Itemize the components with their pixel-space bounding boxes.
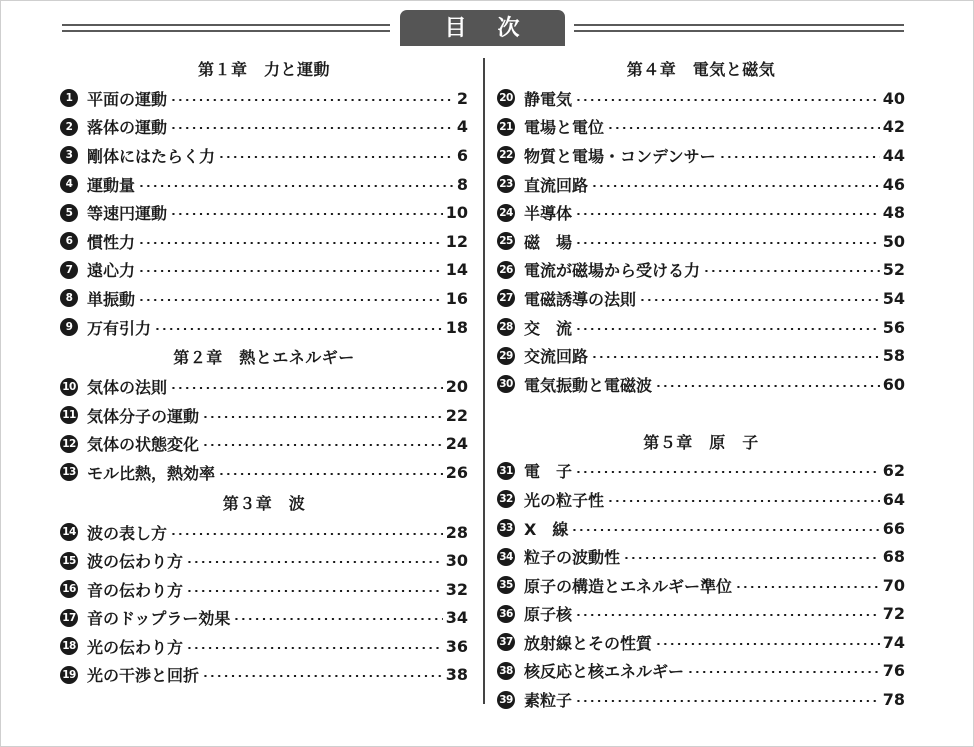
toc-entry[interactable] <box>60 372 468 401</box>
entry-title: 半導体 <box>524 204 573 224</box>
entry-title: X 線 <box>524 519 569 539</box>
dot-leader <box>575 213 880 215</box>
entry-page: 68 <box>882 547 905 567</box>
entry-number-badge: 23 <box>497 175 515 193</box>
entry-number-badge: 16 <box>60 580 78 598</box>
entry-page: 6 <box>456 145 468 165</box>
entry-number-badge: 10 <box>60 378 78 396</box>
entry-page: 78 <box>882 690 905 710</box>
entry-page: 46 <box>882 174 905 194</box>
dot-leader <box>170 213 443 215</box>
entry-number-badge: 8 <box>60 289 78 307</box>
entry-title: 電磁誘導の法則 <box>524 289 637 309</box>
entry-page: 28 <box>445 522 468 542</box>
dot-leader <box>202 444 443 446</box>
entry-page: 34 <box>445 608 468 628</box>
toc-entry[interactable] <box>497 514 905 543</box>
chapter-heading: 第４章 電気と磁気 <box>626 60 776 79</box>
entry-number-badge: 28 <box>497 318 515 336</box>
chapter-heading: 第５章 原 子 <box>643 432 759 452</box>
entry-title: 電 子 <box>524 462 573 482</box>
entry-title: 単振動 <box>87 289 136 309</box>
entry-page: 48 <box>882 203 905 223</box>
entry-number-badge: 35 <box>497 576 515 594</box>
toc-entry[interactable] <box>60 141 468 170</box>
toc-column-right <box>497 56 905 714</box>
entry-number-badge: 30 <box>497 375 515 393</box>
entry-number-badge: 33 <box>497 519 515 537</box>
toc-entry[interactable] <box>497 485 905 514</box>
column-divider <box>483 58 485 704</box>
entry-page: 8 <box>456 174 468 194</box>
toc-entry[interactable] <box>497 141 905 170</box>
toc-entry[interactable] <box>497 457 905 486</box>
entry-number-badge: 11 <box>60 406 78 424</box>
entry-number-badge: 36 <box>497 605 515 623</box>
toc-entry[interactable] <box>60 198 468 227</box>
entry-title: 慣性力 <box>87 232 136 252</box>
dot-leader <box>655 643 880 645</box>
dot-leader <box>170 99 454 101</box>
entry-number-badge: 19 <box>60 666 78 684</box>
toc-entry[interactable] <box>497 313 905 342</box>
entry-title: 気体の法則 <box>87 378 168 398</box>
entry-page: 70 <box>882 575 905 595</box>
dot-leader <box>655 385 880 387</box>
toc-entry[interactable] <box>60 170 468 199</box>
entry-number-badge: 9 <box>60 318 78 336</box>
dot-leader <box>703 270 880 272</box>
entry-page: 32 <box>445 579 468 599</box>
entry-title: 物質と電場・コンデンサー <box>524 146 716 166</box>
toc-entry[interactable] <box>60 430 468 459</box>
entry-page: 42 <box>882 117 905 137</box>
toc-entry[interactable] <box>60 518 468 547</box>
dot-leader <box>571 529 879 531</box>
toc-entry[interactable] <box>60 546 468 575</box>
entry-title: 落体の運動 <box>87 118 168 138</box>
entry-title: 運動量 <box>87 175 136 195</box>
dot-leader <box>138 270 443 272</box>
toc-entry[interactable] <box>60 458 468 487</box>
toc-entry[interactable] <box>497 284 905 313</box>
entry-number-badge: 12 <box>60 435 78 453</box>
entry-number-badge: 13 <box>60 463 78 481</box>
entry-page: 72 <box>882 604 905 624</box>
toc-entry[interactable] <box>60 227 468 256</box>
toc-entry[interactable] <box>60 575 468 604</box>
entry-title: 静電気 <box>524 89 573 109</box>
entry-title: 直流回路 <box>524 175 589 195</box>
dot-leader <box>687 671 880 673</box>
entry-title: 原子核 <box>524 605 573 625</box>
entry-page: 74 <box>882 632 905 652</box>
toc-entry[interactable] <box>60 632 468 661</box>
dot-leader <box>186 590 443 592</box>
header-rule-left <box>62 24 390 32</box>
entry-number-badge: 1 <box>60 89 78 107</box>
entry-title: 光の粒子性 <box>524 490 605 510</box>
entry-title: 核反応と核エネルギー <box>524 662 685 682</box>
entry-title: 遠心力 <box>87 261 136 281</box>
entry-number-badge: 37 <box>497 633 515 651</box>
entry-title: 波の表し方 <box>87 523 168 543</box>
dot-leader <box>719 156 880 158</box>
dot-leader <box>735 586 880 588</box>
toc-entry[interactable] <box>60 284 468 313</box>
toc-entry[interactable] <box>497 341 905 370</box>
entry-number-badge: 39 <box>497 691 515 709</box>
toc-entry[interactable] <box>60 661 468 690</box>
entry-page: 66 <box>882 518 905 538</box>
toc-entry[interactable] <box>497 113 905 142</box>
chapter-heading: 第１章 力と運動 <box>197 60 330 79</box>
entry-number-badge: 24 <box>497 204 515 222</box>
entry-number-badge: 27 <box>497 289 515 307</box>
entry-title: 音の伝わり方 <box>87 580 184 600</box>
dot-leader <box>138 185 454 187</box>
dot-leader <box>202 675 443 677</box>
toc-entry[interactable] <box>497 370 905 399</box>
dot-leader <box>170 533 443 535</box>
entry-title: 電気振動と電磁波 <box>524 375 653 395</box>
toc-entry[interactable] <box>497 685 905 714</box>
entry-number-badge: 17 <box>60 609 78 627</box>
dot-leader <box>170 127 454 129</box>
entry-title: 電場と電位 <box>524 118 605 138</box>
entry-title: 気体分子の運動 <box>87 406 200 426</box>
entry-page: 62 <box>882 461 905 481</box>
chapter-heading: 第３章 波 <box>222 493 306 513</box>
toc-entry[interactable] <box>497 600 905 629</box>
entry-title: 剛体にはたらく力 <box>87 146 216 166</box>
entry-page: 14 <box>445 260 468 280</box>
entry-number-badge: 25 <box>497 232 515 250</box>
dot-leader <box>138 299 443 301</box>
dot-leader <box>607 127 880 129</box>
entry-page: 38 <box>445 665 468 685</box>
page-title-char-2: 次 <box>497 16 521 41</box>
entry-title: 平面の運動 <box>87 89 168 109</box>
entry-page: 56 <box>882 317 905 337</box>
entry-page: 50 <box>882 231 905 251</box>
entry-page: 64 <box>882 489 905 509</box>
entry-page: 2 <box>456 88 468 108</box>
entry-page: 52 <box>882 260 905 280</box>
entry-page: 58 <box>882 346 905 366</box>
entry-page: 10 <box>445 203 468 223</box>
entry-page: 18 <box>445 317 468 337</box>
entry-title: 電流が磁場から受ける力 <box>524 261 701 281</box>
entry-page: 54 <box>882 288 905 308</box>
toc-entry[interactable] <box>497 542 905 571</box>
entry-title: 等速円運動 <box>87 204 168 224</box>
entry-number-badge: 20 <box>497 89 515 107</box>
dot-leader <box>591 185 880 187</box>
dot-leader <box>138 242 443 244</box>
entry-number-badge: 5 <box>60 204 78 222</box>
dot-leader <box>575 242 880 244</box>
entry-title: 気体の状態変化 <box>87 435 200 455</box>
dot-leader <box>607 500 880 502</box>
entry-title: 波の伝わり方 <box>87 552 184 572</box>
entry-page: 60 <box>882 374 905 394</box>
entry-page: 12 <box>445 231 468 251</box>
entry-number-badge: 2 <box>60 118 78 136</box>
toc-entry[interactable] <box>60 84 468 113</box>
entry-page: 16 <box>445 288 468 308</box>
entry-page: 20 <box>445 377 468 397</box>
entry-page: 40 <box>882 88 905 108</box>
entry-number-badge: 22 <box>497 146 515 164</box>
entry-title: 素粒子 <box>524 691 573 711</box>
entry-number-badge: 21 <box>497 118 515 136</box>
toc-entry[interactable] <box>60 313 468 342</box>
dot-leader <box>233 618 442 620</box>
entry-number-badge: 31 <box>497 462 515 480</box>
toc-entry[interactable] <box>497 657 905 686</box>
entry-title: 原子の構造とエネルギー準位 <box>524 576 733 596</box>
entry-page: 24 <box>445 434 468 454</box>
dot-leader <box>639 299 880 301</box>
entry-number-badge: 6 <box>60 232 78 250</box>
entry-number-badge: 7 <box>60 261 78 279</box>
entry-page: 4 <box>456 117 468 137</box>
page-title-char-1: 目 <box>444 16 468 41</box>
entry-title: 放射線とその性質 <box>524 633 653 653</box>
entry-title: 音のドップラー効果 <box>87 609 231 629</box>
dot-leader <box>186 561 443 563</box>
entry-title: 光の伝わり方 <box>87 637 184 657</box>
entry-number-badge: 18 <box>60 637 78 655</box>
entry-page: 76 <box>882 661 905 681</box>
entry-page: 36 <box>445 636 468 656</box>
dot-leader <box>623 557 880 559</box>
dot-leader <box>575 471 880 473</box>
dot-leader <box>154 328 443 330</box>
toc-entry[interactable] <box>60 113 468 142</box>
dot-leader <box>186 647 443 649</box>
chapter-heading: 第２章 熱とエネルギー <box>173 348 355 368</box>
entry-title: 万有引力 <box>87 318 152 338</box>
toc-entry[interactable] <box>60 256 468 285</box>
page-title <box>400 10 565 46</box>
toc-entry[interactable] <box>497 571 905 600</box>
entry-number-badge: 32 <box>497 490 515 508</box>
entry-title: 磁 場 <box>524 232 573 252</box>
toc-entry[interactable] <box>60 604 468 633</box>
toc-entry[interactable] <box>497 628 905 657</box>
entry-number-badge: 14 <box>60 523 78 541</box>
toc-entry[interactable] <box>497 256 905 285</box>
entry-number-badge: 26 <box>497 261 515 279</box>
entry-page: 22 <box>445 405 468 425</box>
toc-entry[interactable] <box>497 198 905 227</box>
toc-entry[interactable] <box>497 170 905 199</box>
dot-leader <box>575 700 880 702</box>
entry-number-badge: 3 <box>60 146 78 164</box>
dot-leader <box>170 387 443 389</box>
entry-number-badge: 4 <box>60 175 78 193</box>
dot-leader <box>575 328 880 330</box>
dot-leader <box>218 473 443 475</box>
dot-leader <box>202 416 443 418</box>
toc-entry[interactable] <box>60 401 468 430</box>
entry-title: モル比熱，熱効率 <box>87 463 216 483</box>
toc-entry[interactable] <box>497 227 905 256</box>
toc-entry[interactable] <box>497 84 905 113</box>
dot-leader <box>218 156 454 158</box>
header-rule-right <box>574 24 904 32</box>
entry-title: 光の干渉と回折 <box>87 666 200 686</box>
entry-page: 26 <box>445 462 468 482</box>
entry-page: 30 <box>445 551 468 571</box>
entry-page: 44 <box>882 145 905 165</box>
entry-number-badge: 15 <box>60 552 78 570</box>
entry-title: 交 流 <box>524 318 573 338</box>
dot-leader <box>591 356 880 358</box>
entry-number-badge: 29 <box>497 347 515 365</box>
entry-title: 粒子の波動性 <box>524 548 621 568</box>
dot-leader <box>575 614 880 616</box>
entry-number-badge: 34 <box>497 548 515 566</box>
entry-number-badge: 38 <box>497 662 515 680</box>
entry-title: 交流回路 <box>524 347 589 367</box>
dot-leader <box>575 99 880 101</box>
toc-column-left <box>60 56 468 689</box>
